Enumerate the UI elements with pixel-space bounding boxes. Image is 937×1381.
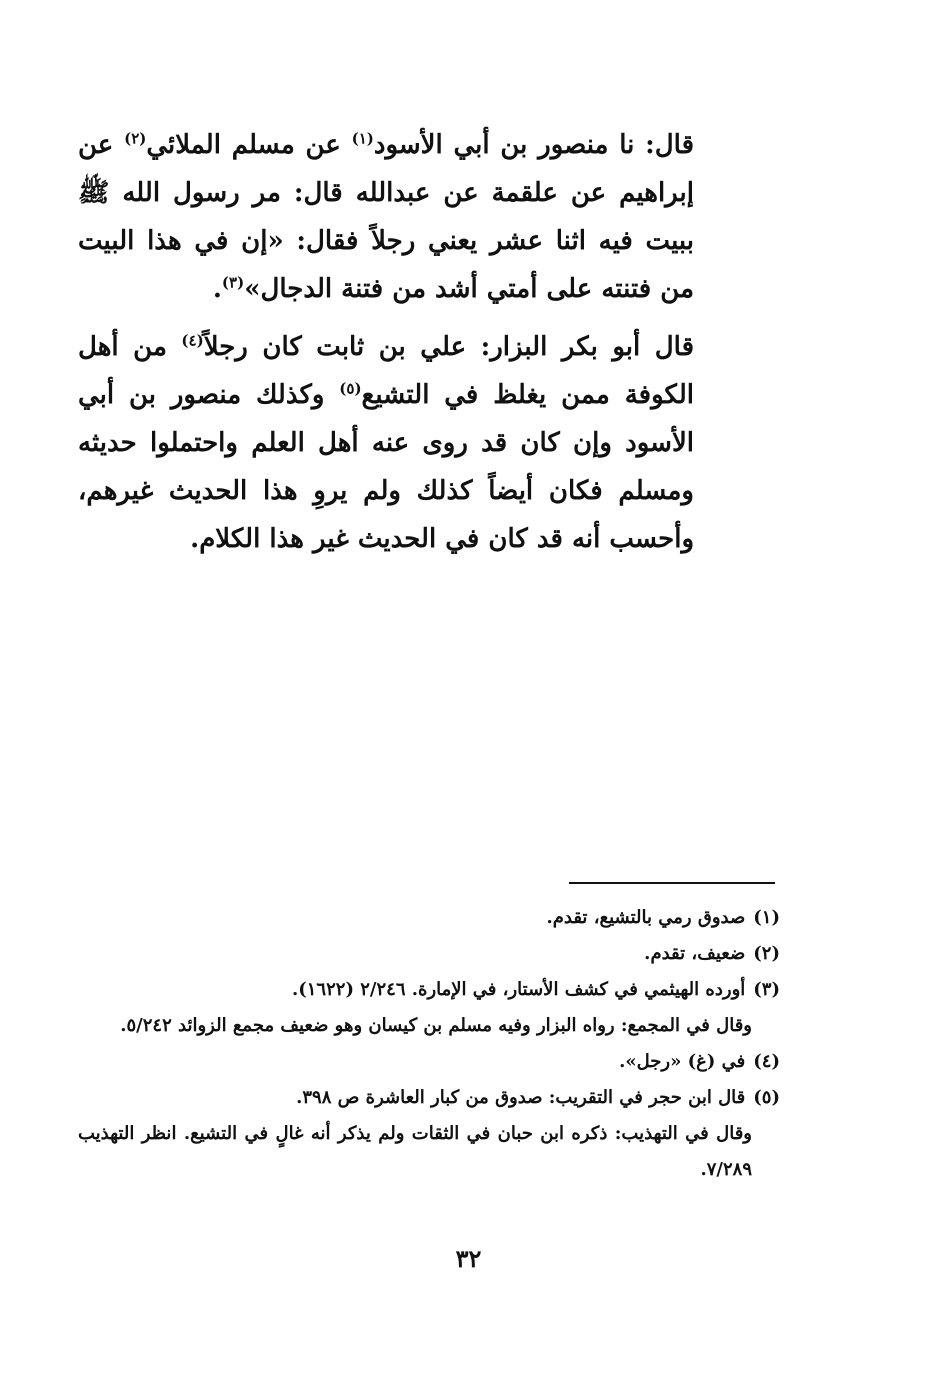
footnote-ref-4[interactable]: (٤) [181, 331, 204, 350]
footnote-text: قال ابن حجر في التقريب: صدوق من كبار العاشرة ص ٣٩٨. [296, 1087, 746, 1108]
footnote-text: ضعيف، تقدم. [644, 943, 746, 964]
footnote-number: (٢) [753, 943, 780, 964]
paragraph-1-text-1: قال: نا منصور بن أبي الأسود [373, 130, 695, 160]
footnote-number: (٥) [753, 1087, 780, 1108]
footnotes [78, 900, 780, 1188]
footnote-separator [569, 882, 775, 884]
footnote-1 [78, 900, 780, 936]
footnote-5-continuation: وقال في التهذيب: ذكره ابن حبان في الثقات ولم يذكر أنه غالٍ في التشيع. انظر التهذيب ٧/٢٨٩. [78, 1123, 752, 1180]
paragraph-2 [78, 323, 694, 563]
footnote-number: (٤) [753, 1051, 780, 1072]
footnote-3-continuation: وقال في المجمع: رواه البزار وفيه مسلم بن كيسان وهو ضعيف مجمع الزوائد ٥/٢٤٢. [120, 1015, 752, 1036]
footnote-ref-3[interactable]: (٣) [221, 273, 245, 292]
footnote-number: (٣) [753, 979, 780, 1000]
page-number: ٣٢ [455, 1244, 482, 1273]
paragraph-1-text-4: . [212, 274, 222, 304]
paragraph-1 [78, 121, 694, 313]
paragraph-1-text-2: عن مسلم الملائي [146, 130, 352, 160]
footnote-text: أورده الهيثمي في كشف الأستار، في الإمارة. ٢/٢٤٦ (١٦٢٢). [291, 979, 746, 1000]
footnote-2 [78, 936, 780, 972]
footnote-3 [78, 972, 780, 1008]
paragraph-2-text-3: وكذلك منصور بن أبي الأسود وإن كان قد روى عنه أهل العلم واحتملوا حديثه ومسلم فكان أيضاً كذلك ولم يروِ هذا الحديث غيرهم، وأحسب أنه قد كان في الحديث غير هذا الكلام. [78, 380, 694, 554]
footnote-text: صدوق رمي بالتشيع، تقدم. [546, 907, 746, 928]
footnote-number: (١) [753, 907, 780, 928]
footnote-ref-1[interactable]: (١) [351, 129, 374, 148]
footnote-4 [78, 1044, 780, 1080]
paragraph-2-text-2: من أهل الكوفة ممن يغلظ في التشيع [78, 332, 695, 410]
footnote-ref-5[interactable]: (٥) [339, 379, 362, 398]
paragraph-2-text-1: قال أبو بكر البزار: علي بن ثابت كان رجلاً [203, 332, 694, 362]
paragraph-1-text-3: عن إبراهيم عن علقمة عن عبدالله قال: مر رسول الله ﷺ ببيت فيه اثنا عشر يعني رجلاً فقال: «إن في هذا البيت من فتنته على أمتي أشد من فتنة الدجال» [78, 130, 694, 304]
footnote-5 [78, 1080, 780, 1116]
footnote-ref-2[interactable]: (٢) [124, 129, 147, 148]
footnote-text: في (غ) «رجل». [619, 1051, 746, 1072]
